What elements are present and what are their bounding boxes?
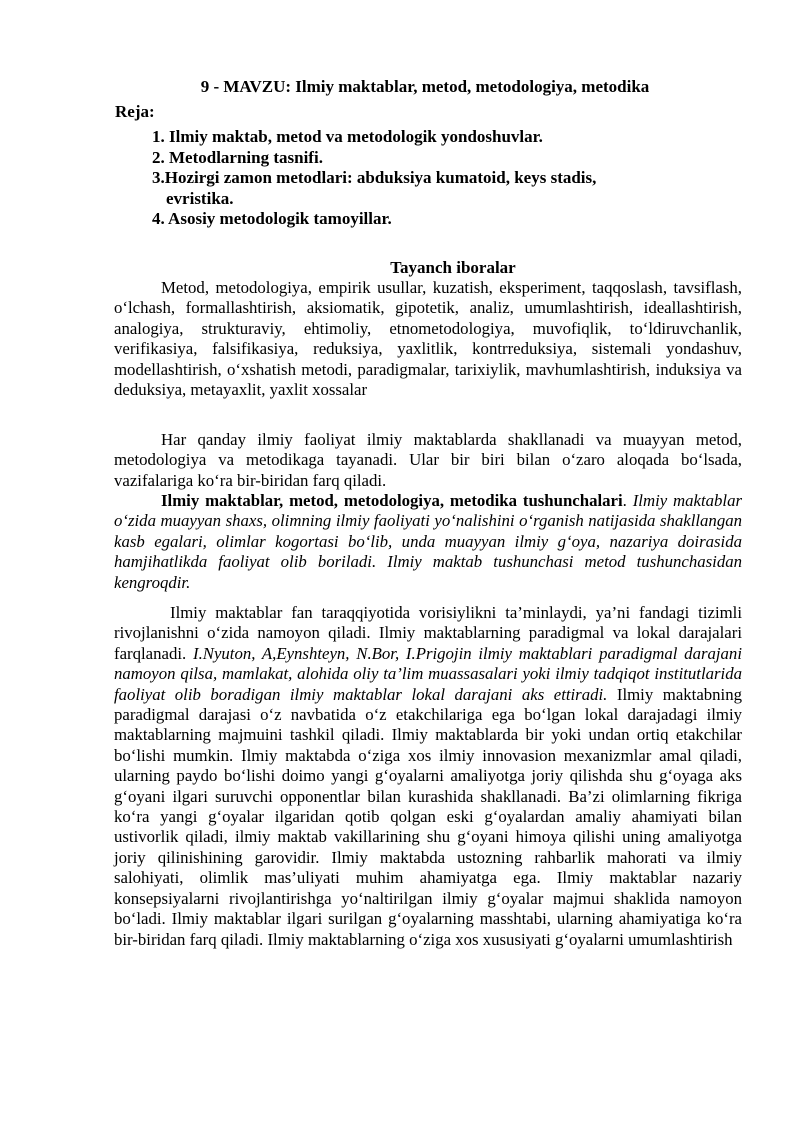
intro-paragraph: Har qanday ilmiy faoliyat ilmiy maktablarda shakllanadi va muayyan metod, metodologiya va metodikaga tayanadi. Ular bir biri bilan o‘zaro aloqada bo‘lsada, vazifalariga ko‘ra bir-biridan farq qiladi. (114, 430, 742, 490)
plan-label: Reja: (115, 102, 155, 121)
plan-item: 2. Metodlarning tasnifi. (152, 147, 323, 167)
plan-list (152, 127, 596, 230)
paragraph-text: Ilmiy maktabning paradigmal darajasi o‘z navbatida o‘z etakchilariga ega bo‘lgan lokal darajadagi ilmiy maktablarning majmuini tashkil qiladi. Ilmiy maktablarda bir yoki undan ortiq etakchilar bo‘lishi mumkin. Ilmiy maktabda o‘ziga xos ilmiy innovasion mexanizmlar amal qiladi, ularning paydo bo‘lishi doimo yangi g‘oyalarni amaliyotga joriy qilishda shu g‘oyaga aks g‘oyani ilgari suruvchi opponentlar bilan kurashida shakllanadi. Ba’zi olimlarning fikriga ko‘ra yangi g‘oyalar ilgaridan qotib qolgan eski g‘oyalardan amaliy ahamiyati bilan ustivorlik qiladi, ilmiy maktab vakillarining shu g‘oyani himoya qilishi uning amaliyotga joriy qilinishining garovidir. Ilmiy maktabda ustozning rahbarlik mahorati va ilmiy salohiyati, olimlik mas’uliyati muhim ahamiyatga ega. Ilmiy maktablar nazariy konsepsiyalarni rivojlantirishga yo‘naltirilgan ilmiy g‘oyalar majmui shaklida namoyon bo‘ladi. Ilmiy maktablar ilgari surilgan g‘oyalarning masshtabi, ularning ahamiyatiga ko‘ra bir-biridan farq qiladi. Ilmiy maktablarning o‘ziga xos xususiyati g‘oyalarni umumlashtirish (114, 684, 742, 949)
plan-item: 1. Ilmiy maktab, metod va metodologik yondoshuvlar. (152, 127, 543, 146)
keywords-heading: Tayanch iboralar (390, 258, 516, 277)
definition-text: Ilmiy maktablar o‘zida muayyan shaxs, olimning ilmiy faoliyati yo‘nalishini o‘rganish natijasida shakllangan kasb egalari, olimlar kogortasi bo‘lib, unda muayyan ilmiy g‘oya, nazariya doirasida hamjihatlikda faoliyat olib boriladi. Ilmiy maktab tushunchasi metod tushunchasidan kengroqdir. (114, 491, 743, 592)
plan-item: 3.Hozirgi zamon metodlari: abduksiya kumatoid, keys stadis, (152, 168, 597, 187)
definition-paragraph (114, 491, 742, 593)
plan-item-continuation: evristika. (166, 188, 234, 208)
keywords-paragraph: Metod, metodologiya, empirik usullar, kuzatish, eksperiment, taqqoslash, tavsiflash, o‘lchash, formallashtirish, aksiomatik, gipotetik, analiz, umumlashtirish, ideallashtirish, analogiya, strukturaviy, ehtimoliy, etnometodologiya, muvofiqlik, to‘ldiruvchanlik, verifikasiya, falsifikasiya, reduksiya, yaxlitlik, kontrreduksiya, sistemali yondashuv, modellashtirish, o‘xshatish metodi, paradigmalar, tarixiylik, mavhumlashtirish, induksiya va deduksiya, metayaxlit, yaxlit xossalar (114, 278, 742, 400)
schools-paragraph (114, 603, 742, 950)
paragraph-italic-text: I.Nyuton, A,Eynshteyn, N.Bor, I.Prigojin ilmiy maktablari paradigmal darajani namoyon qilsa, mamlakat, alohida oliy ta’lim muassasalari yoki ilmiy tadqiqot institutlarida faoliyat olib boradigan ilmiy maktablar lokal darajani aks ettiradi. (114, 643, 742, 704)
page-title: 9 - MAVZU: Ilmiy maktablar, metod, metodologiya, metodika (200, 77, 650, 96)
plan-item: 4. Asosiy metodologik tamoyillar. (152, 209, 392, 228)
paragraph-text: Ilmiy maktablar fan taraqqiyotida vorisiylikni ta’minlaydi, ya’ni fandagi tizimli rivojlanishni o‘zida namoyon qiladi. Ilmiy maktablarning paradigmal va lokal darajalari farqlanadi. (114, 603, 742, 663)
heading-separator: . (622, 491, 633, 510)
section-heading: Ilmiy maktablar, metod, metodologiya, metodika tushunchalari (161, 491, 623, 510)
